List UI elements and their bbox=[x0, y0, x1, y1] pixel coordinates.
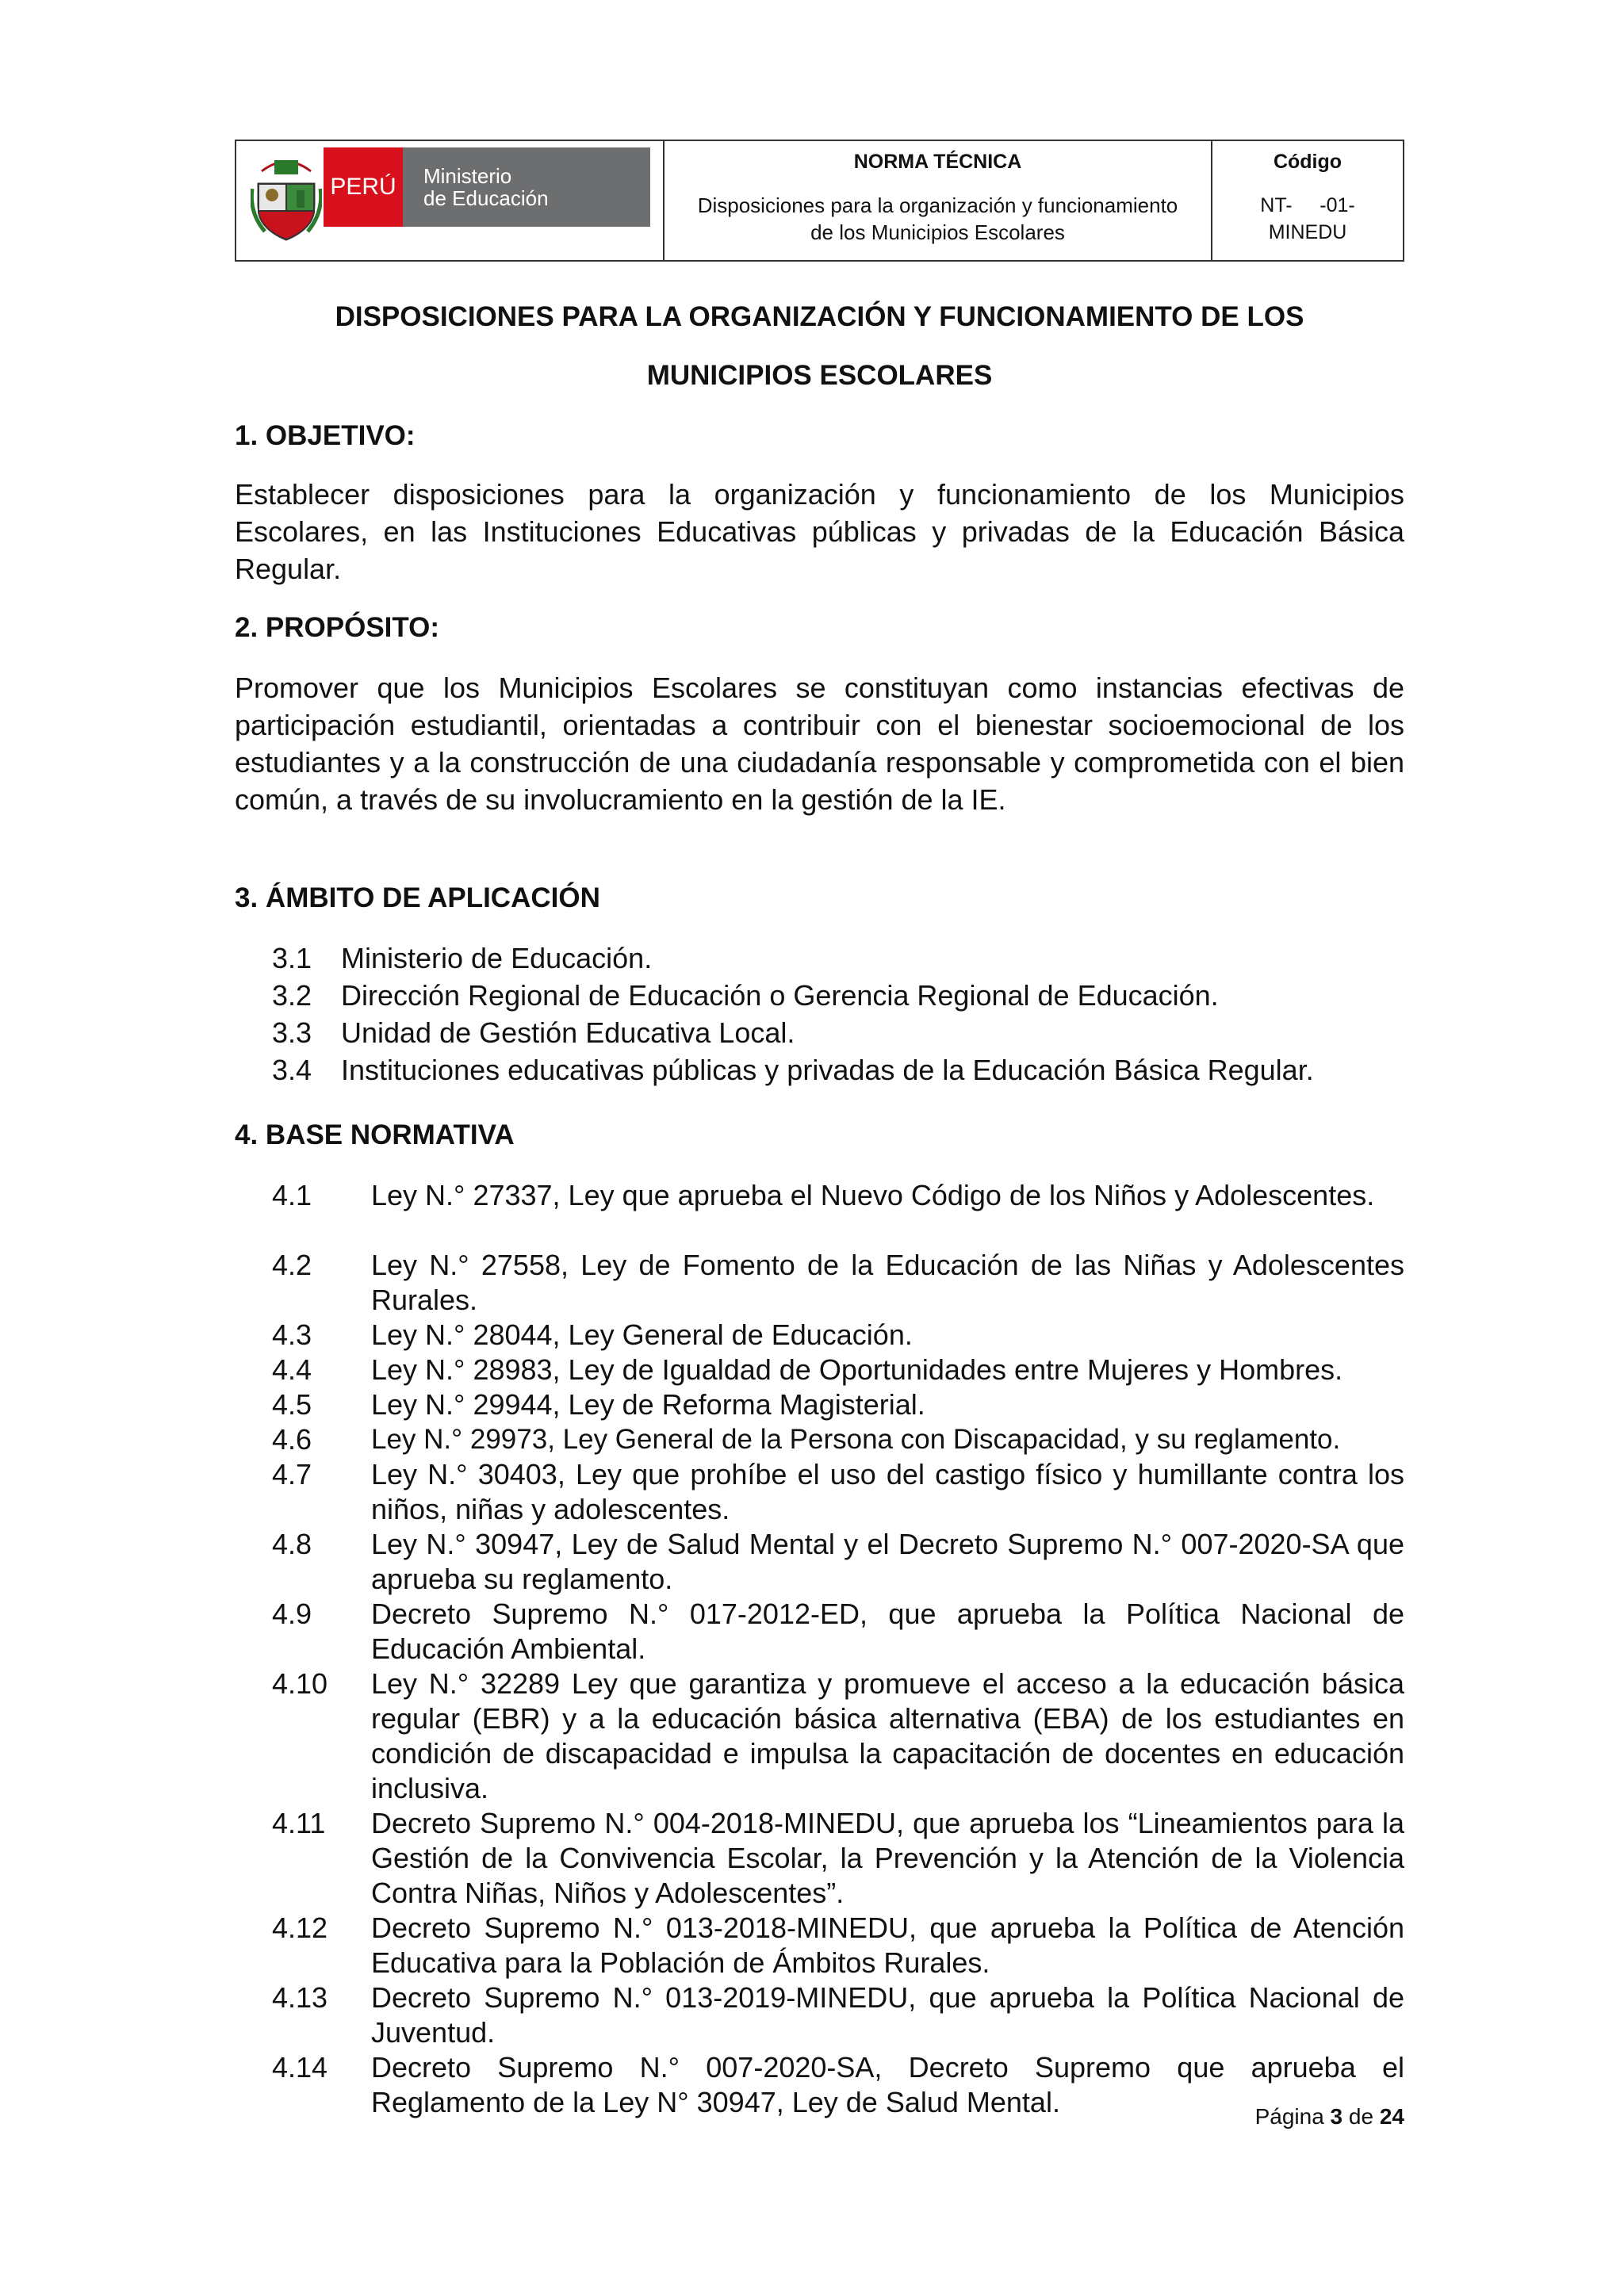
ministry-logo bbox=[236, 141, 665, 260]
list-item-text: Ley N.° 28983, Ley de Igualdad de Oportunidades entre Mujeres y Hombres. bbox=[371, 1353, 1343, 1386]
list-item-number: 4.13 bbox=[272, 1981, 328, 2014]
list-item-number: 3.1 bbox=[272, 942, 312, 974]
coat-of-arms-icon bbox=[251, 149, 322, 244]
list-item-text: Ley N.° 29944, Ley de Reforma Magisterial. bbox=[371, 1388, 925, 1421]
list-item-text: Ley N.° 27337, Ley que aprueba el Nuevo Código de los Niños y Adolescentes. bbox=[371, 1179, 1375, 1211]
list-item-text: Ley N.° 32289 Ley que garantiza y promueve el acceso a la educación básica regular (EBR) y a la educación básica alternativa (EBA) de los estudiantes en condición de discapacidad e impulsa la capacitación de docentes en educación inclusiva. bbox=[371, 1667, 1404, 1804]
list-item-text: Ley N.° 30403, Ley que prohíbe el uso del castigo físico y humillante contra los niños, niñas y adolescentes. bbox=[371, 1458, 1404, 1525]
code-value bbox=[1212, 192, 1403, 246]
page-of: de bbox=[1348, 2104, 1374, 2129]
section-text-objetivo: Establecer disposiciones para la organización y funcionamiento de los Municipios Escolares, en las Instituciones Educativas públicas y privadas de la Educación Básica Regular. bbox=[235, 478, 1404, 585]
list-item-number: 4.5 bbox=[272, 1388, 312, 1421]
list-item-number: 4.9 bbox=[272, 1598, 312, 1630]
section-heading-proposito: 2. PROPÓSITO: bbox=[235, 612, 440, 643]
norm-title: NORMA TÉCNICA bbox=[853, 151, 1022, 173]
page-number bbox=[1255, 2104, 1404, 2130]
list-item-text: Decreto Supremo N.° 013-2018-MINEDU, que aprueba la Política de Atención Educativa para la Población de Ámbitos Rurales. bbox=[371, 1911, 1404, 1979]
list-item-number: 3.2 bbox=[272, 979, 312, 1012]
norm-title-cell bbox=[665, 141, 1212, 260]
code-line-2: MINEDU bbox=[1268, 221, 1347, 243]
list-item-text: Decreto Supremo N.° 004-2018-MINEDU, que aprueba los “Lineamientos para la Gestión de la Convivencia Escolar, la Prevención y la Atención de la Violencia Contra Niñas, Niños y Adolescentes”. bbox=[371, 1807, 1404, 1909]
ministry-name bbox=[403, 147, 650, 227]
list-item-number: 4.7 bbox=[272, 1458, 312, 1490]
list-item-number: 4.14 bbox=[272, 2051, 328, 2084]
list-item-text: Ley N.° 27558, Ley de Fomento de la Educación de las Niñas y Adolescentes Rurales. bbox=[371, 1249, 1404, 1316]
list-item-text: Unidad de Gestión Educativa Local. bbox=[341, 1016, 795, 1049]
document-header bbox=[235, 140, 1404, 262]
list-item-number: 4.2 bbox=[272, 1249, 312, 1281]
list-item-number: 4.10 bbox=[272, 1667, 328, 1700]
document-title-line-1: DISPOSICIONES PARA LA ORGANIZACIÓN Y FUNCIONAMIENTO DE LOS bbox=[335, 301, 1304, 332]
list-item-number: 3.4 bbox=[272, 1054, 312, 1086]
code-label: Código bbox=[1273, 151, 1342, 173]
list-item-text: Ley N.° 29973, Ley General de la Persona con Discapacidad, y su reglamento. bbox=[371, 1424, 1341, 1455]
norm-subtitle-line-1: Disposiciones para la organización y funcionamiento bbox=[697, 193, 1178, 217]
list-item-number: 4.8 bbox=[272, 1528, 312, 1560]
norm-subtitle bbox=[665, 192, 1211, 246]
list-item-text: Decreto Supremo N.° 013-2019-MINEDU, que aprueba la Política Nacional de Juventud. bbox=[371, 1981, 1404, 2049]
list-item-text: Decreto Supremo N.° 017-2012-ED, que aprueba la Política Nacional de Educación Ambiental. bbox=[371, 1598, 1404, 1665]
page-total: 24 bbox=[1379, 2104, 1404, 2129]
section-text-proposito: Promover que los Municipios Escolares se constituyan como instancias efectivas de participación estudiantil, orientadas a contribuir con el bienestar socioemocional de los estudiantes y a la construcción de una ciudadanía responsable y comprometida con el bien común, a través de su involucramiento en la gestión de la IE. bbox=[235, 672, 1404, 816]
page-current: 3 bbox=[1330, 2104, 1343, 2129]
ministry-line-1: Ministerio bbox=[423, 164, 512, 188]
list-item-number: 4.3 bbox=[272, 1318, 312, 1351]
list-item-number: 4.6 bbox=[272, 1423, 312, 1456]
list-item-text: Ministerio de Educación. bbox=[341, 942, 653, 974]
norm-subtitle-line-2: de los Municipios Escolares bbox=[810, 220, 1065, 244]
list-item-number: 3.3 bbox=[272, 1016, 312, 1049]
list-item-text: Dirección Regional de Educación o Gerencia Regional de Educación. bbox=[341, 979, 1219, 1012]
list-item-number: 4.12 bbox=[272, 1911, 328, 1944]
list-item-number: 4.11 bbox=[272, 1807, 326, 1839]
section-heading-objetivo: 1. OBJETIVO: bbox=[235, 420, 416, 451]
section-heading-ambito: 3. ÁMBITO DE APLICACIÓN bbox=[235, 882, 600, 913]
code-cell bbox=[1212, 141, 1403, 260]
page-label: Página bbox=[1254, 2104, 1324, 2129]
list-item-text: Instituciones educativas públicas y privadas de la Educación Básica Regular. bbox=[341, 1054, 1314, 1086]
list-item-text: Ley N.° 30947, Ley de Salud Mental y el Decreto Supremo N.° 007-2020-SA que aprueba su reglamento. bbox=[371, 1528, 1404, 1595]
list-item-number: 4.1 bbox=[272, 1179, 312, 1211]
section-heading-base-normativa: 4. BASE NORMATIVA bbox=[235, 1119, 515, 1150]
list-item-text: Decreto Supremo N.° 007-2020-SA, Decreto Supremo que aprueba el Reglamento de la Ley N° 30947, Ley de Salud Mental. bbox=[371, 2051, 1404, 2118]
document-title-line-2: MUNICIPIOS ESCOLARES bbox=[646, 360, 993, 391]
ministry-line-2: de Educación bbox=[423, 186, 549, 210]
peru-label: PERÚ bbox=[324, 147, 403, 227]
code-line-1: NT- -01- bbox=[1260, 194, 1355, 216]
list-item-text: Ley N.° 28044, Ley General de Educación. bbox=[371, 1318, 913, 1351]
list-item-number: 4.4 bbox=[272, 1353, 312, 1386]
